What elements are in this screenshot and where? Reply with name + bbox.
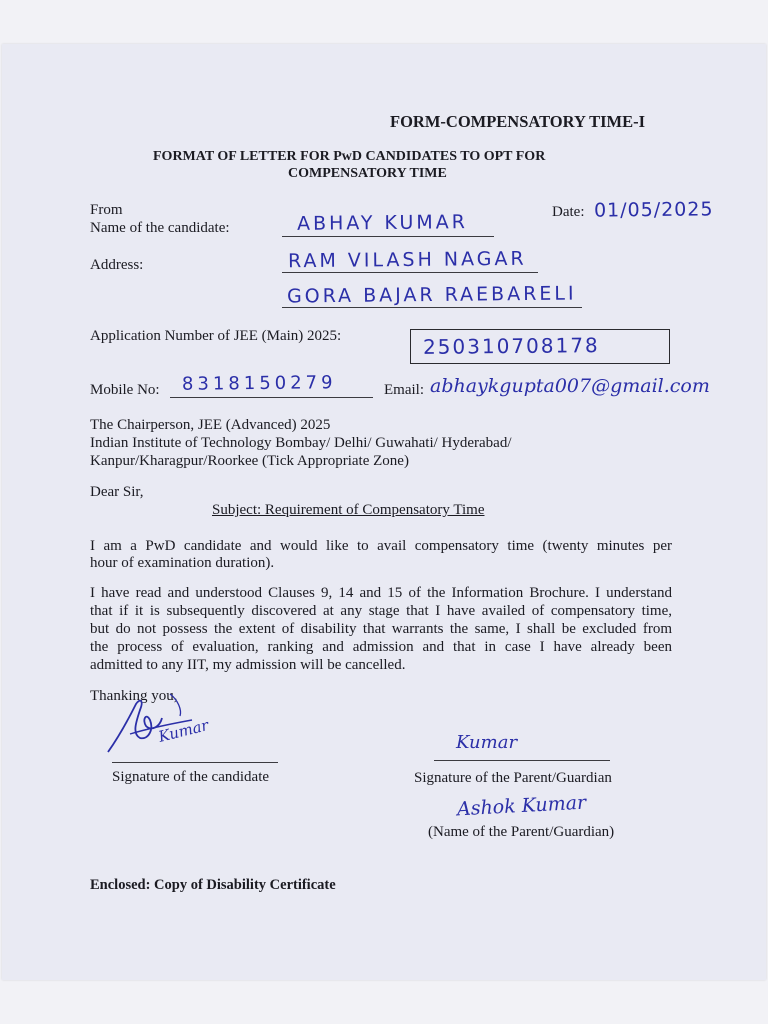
salutation: Dear Sir, [90,484,144,500]
date-label: Date: [552,204,585,220]
email-value: abhaykgupta007@gmail.com [430,375,710,397]
closing: Thanking you, [90,688,178,704]
parent-name-label: (Name of the Parent/Guardian) [428,824,615,840]
email-label: Email: [384,382,424,398]
date-value: 01/05/2025 [593,198,714,222]
name-label: Name of the candidate: [90,220,230,236]
enclosure-note: Enclosed: Copy of Disability Certificate [90,877,336,893]
paragraph2-line5: admitted to any IIT, my admission will be cancelled. [90,657,406,673]
form-code: FORM-COMPENSATORY TIME-I [390,112,646,131]
mobile-label: Mobile No: [90,382,160,398]
mobile-value: 8318150279 [181,372,337,395]
subject-line: Subject: Requirement of Compensatory Time [212,502,485,518]
candidate-signature-label: Signature of the candidate [112,769,270,785]
parent-name-value: Ashok Kumar [456,791,587,821]
address-line1-value: RAM VILASH NAGAR [287,247,527,273]
candidate-signature-text: Kumar [156,716,211,746]
application-number-label: Application Number of JEE (Main) 2025: [90,328,342,344]
recipient-line3: Kanpur/Kharagpur/Roorkee (Tick Appropriate Zone) [90,453,409,469]
from-label: From [90,202,123,218]
paragraph2-line2: that if it is subsequently discovered at any stage that I have availed of compensatory time, [90,603,672,619]
parent-signature-line [434,760,610,761]
form-heading-line2: COMPENSATORY TIME [288,166,447,181]
parent-signature-text: Kumar [456,732,518,753]
paragraph2-line4: the process of evaluation, ranking and admission and that in case I have already been [90,639,672,655]
candidate-name-value: ABHAY KUMAR [296,211,469,235]
address-label: Address: [90,257,144,273]
recipient-line1: The Chairperson, JEE (Advanced) 2025 [90,417,331,433]
mobile-underline [170,397,373,398]
address-line1-underline [282,272,538,273]
parent-signature-label: Signature of the Parent/Guardian [414,770,612,786]
address-line2-value: GORA BAJAR RAEBARELI [286,282,577,308]
address-line2-underline [282,307,582,308]
application-number-value: 250310708178 [422,333,600,359]
candidate-signature-line [112,762,278,763]
paragraph2-line1: I have read and understood Clauses 9, 14 and 15 of the Information Brochure. I understand [90,585,672,601]
form-heading-line1: FORMAT OF LETTER FOR PwD CANDIDATES TO OPT FOR [153,149,546,164]
recipient-line2: Indian Institute of Technology Bombay/ Delhi/ Guwahati/ Hyderabad/ [90,435,512,451]
paragraph1-line1: I am a PwD candidate and would like to avail compensatory time (twenty minutes per [90,538,672,554]
paragraph1-line2: hour of examination duration). [90,555,275,571]
paragraph2-line3: but do not possess the extent of disability that warrants the same, I shall be excluded from [90,621,672,637]
name-underline [282,236,494,237]
